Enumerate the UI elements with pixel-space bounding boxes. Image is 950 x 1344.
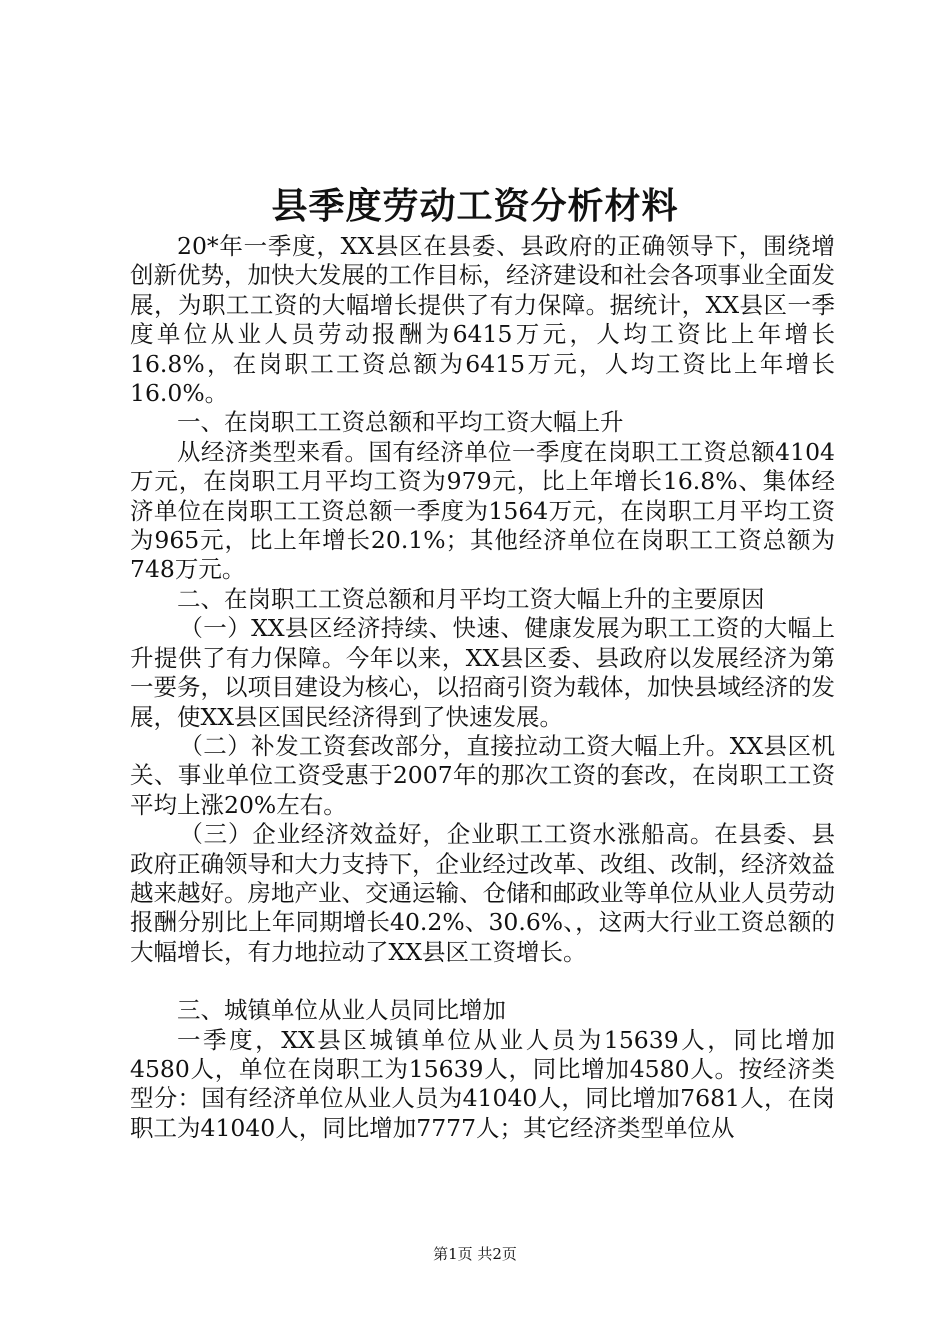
body-paragraph: 一季度，XX县区城镇单位从业人员为15639人，同比增加4580人，单位在岗职工为15639人，同比增加4580人。按经济类型分：国有经济单位从业人员为41040人，同比增加7681人，在岗职工为41040人，同比增加7777人；其它经济类型单位从 — [130, 1025, 835, 1142]
subsection-paragraph-2: （二）补发工资套改部分，直接拉动工资大幅上升。XX县区机关、事业单位工资受惠于2007年的那次工资的套改，在岗职工工资平均上涨20%左右。 — [130, 731, 835, 819]
intro-paragraph: 20*年一季度，XX县区在县委、县政府的正确领导下，围绕增创新优势，加快大发展的工作目标，经济建设和社会各项事业全面发展，为职工工资的大幅增长提供了有力保障。据统计，XX县区一季度单位从业人员劳动报酬为6415万元，人均工资比上年增长16.8%，在岗职工工资总额为6415万元，人均工资比上年增长16.0%。 — [130, 232, 835, 408]
section-heading-2: 二、在岗职工工资总额和月平均工资大幅上升的主要原因 — [177, 584, 765, 613]
body-paragraph: 从经济类型来看。国有经济单位一季度在岗职工工资总额4104万元，在岗职工月平均工资为979元，比上年增长16.8%、集体经济单位在岗职工工资总额一季度为1564万元，在岗职工月平均工资为965元，比上年增长20.1%；其他经济单位在岗职工工资总额为748万元。 — [130, 437, 835, 584]
subsection-paragraph-3: （三）企业经济效益好，企业职工工资水涨船高。在县委、县政府正确领导和大力支持下，企业经过改革、改组、改制，经济效益越来越好。房地产业、交通运输、仓储和邮政业等单位从业人员劳动报酬分别比上年同期增长40.2%、30.6%、，这两大行业工资总额的大幅增长，有力地拉动了XX县区工资增长。 — [130, 820, 835, 966]
document-body — [130, 232, 835, 1143]
section-heading-1: 一、在岗职工工资总额和平均工资大幅上升 — [177, 408, 624, 437]
subsection-paragraph-1: （一）XX县区经济持续、快速、健康发展为职工工资的大幅上升提供了有力保障。今年以来，XX县区委、县政府以发展经济为第一要务，以项目建设为核心，以招商引资为载体，加快县域经济的发展，使XX县区国民经济得到了快速发展。 — [130, 614, 835, 731]
document-title: 县季度劳动工资分析材料 — [271, 185, 679, 227]
page-number-footer: 第1页 共2页 — [433, 1245, 517, 1263]
section-heading-3: 三、城镇单位从业人员同比增加 — [177, 996, 506, 1025]
